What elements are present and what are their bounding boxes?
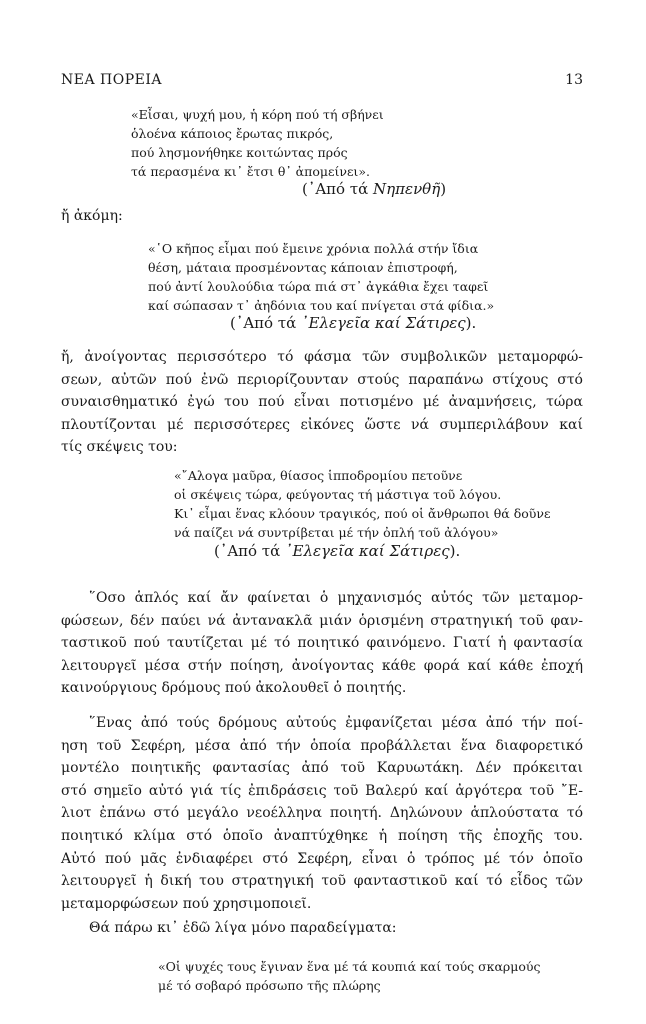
source-title: Νηπενθῆ bbox=[373, 180, 441, 198]
quote-3-source bbox=[214, 542, 460, 560]
source-suffix: ) bbox=[440, 180, 447, 198]
paragraph-line: στό σημεῖο αὐτό γιά τίς ἐπιδράσεις τοῦ Βαλερύ καί ἀργότερα τοῦ ῎Ε- bbox=[61, 782, 583, 799]
paragraph-line: μεταμορφώσεων πού χρησιμοποιεῖ. bbox=[61, 895, 312, 912]
paragraph-line: συναισθηματικό ἐγώ του πού εἶναι ποτισμένο μέ ἀναμνήσεις, τώρα bbox=[61, 394, 583, 411]
paragraph-line: σεων, αὐτῶν πού ἐνῶ περιορίζουνταν στούς παραπάνω στίχους στό bbox=[61, 371, 583, 388]
verse-quote-3 bbox=[174, 466, 550, 542]
paragraph-3 bbox=[61, 712, 583, 915]
verse-quote-1 bbox=[131, 105, 384, 181]
paragraph-line: καινούργιους δρόμους πού ἀκολουθεῖ ὁ ποιητής. bbox=[61, 680, 407, 697]
paragraph-line: μοντέλο ποιητικῆς φαντασίας ἀπό τοῦ Καρυωτάκη. Δέν πρόκειται bbox=[61, 760, 583, 777]
paragraph-line: πλουτίζονται μέ περισσότερες εἰκόνες ὥστε νά συμπεριλάβουν καί bbox=[61, 416, 583, 433]
source-suffix: ). bbox=[465, 314, 477, 332]
connector-text: ἤ ἀκόμη: bbox=[61, 208, 123, 224]
verse-line: θέση, μάταια προσμένοντας κάποιαν ἐπιστροφή, bbox=[148, 260, 458, 275]
quote-2-source bbox=[230, 314, 476, 332]
paragraph-line: λιοτ ἐπάνω στό μεγάλο νεοέλληνα ποιητή. Δηλώνουν ἁπλούστατα τό bbox=[61, 805, 583, 822]
paragraph-line: ῞Οσο ἁπλός καί ἄν φαίνεται ὁ μηχανισμός αὐτός τῶν μεταμορ- bbox=[89, 590, 583, 606]
verse-line: «Οἱ ψυχές τους ἔγιναν ἕνα μέ τά κουπιά καί τούς σκαρμούς bbox=[158, 959, 541, 974]
source-prefix: (᾽Από τά bbox=[214, 542, 286, 560]
source-prefix: (᾽Από τά bbox=[302, 180, 374, 198]
verse-line: πού λησμονήθηκε κοιτώντας πρός bbox=[131, 145, 348, 160]
paragraph-line: Θά πάρω κι᾽ ἐδῶ λίγα μόνο παραδείγματα: bbox=[89, 920, 397, 936]
verse-line: καί σώπασαν τ᾽ ἀηδόνια του καί πνίγεται στά φίδια.» bbox=[148, 298, 495, 313]
verse-line: «Εἶσαι, ψυχή μου, ἡ κόρη πού τή σβήνει bbox=[131, 107, 384, 122]
verse-line: νά παίζει νά συντρίβεται μέ τήν ὀπλή τοῦ ἀλόγου» bbox=[174, 525, 499, 540]
verse-line: Κι᾽ εἶμαι ἕνας κλόουν τραγικός, πού οἱ ἄνθρωποι θά δοῦνε bbox=[174, 506, 551, 521]
paragraph-line: ταστικοῦ πού ταυτίζεται μέ τό ποιητικό φαινόμενο. Γιατί ἡ φαντασία bbox=[61, 635, 583, 652]
verse-line: οἱ σκέψεις τώρα, φεύγοντας τή μάστιγα τοῦ λόγου. bbox=[174, 487, 502, 502]
paragraph-line: ποιητικό κλίμα στό ὁποῖο ἀναπτύχθηκε ἡ ποίηση τῆς ἐποχῆς του. bbox=[61, 827, 583, 844]
paragraph-line: τίς σκέψεις του: bbox=[61, 439, 178, 456]
verse-quote-2 bbox=[148, 239, 494, 315]
source-title: ᾽Ελεγεῖα καί Σάτιρες bbox=[285, 542, 450, 560]
source-prefix: (᾽Από τά bbox=[230, 314, 302, 332]
verse-line: μέ τό σοβαρό πρόσωπο τῆς πλώρης bbox=[158, 978, 381, 993]
verse-quote-4 bbox=[158, 957, 541, 995]
page-number: 13 bbox=[565, 72, 583, 88]
paragraph-line: Αὐτό πού μᾶς ἐνδιαφέρει στό Σεφέρη, εἶναι ὁ τρόπος μέ τόν ὁποῖο bbox=[61, 850, 583, 867]
verse-line: «῾Ο κῆπος εἶμαι πού ἔμεινε χρόνια πολλά στήν ἴδια bbox=[148, 241, 479, 256]
verse-line: ὁλοένα κάποιος ἔρωτας πικρός, bbox=[131, 126, 334, 141]
paragraph-line: ἤ, ἀνοίγοντας περισσότερο τό φάσμα τῶν συμβολικῶν μεταμορφώ- bbox=[61, 349, 583, 365]
paragraph-line: λειτουργεῖ ἡ δική του στρατηγική τοῦ φανταστικοῦ καί τό εἶδος τῶν bbox=[61, 873, 583, 890]
verse-line: «῎Αλογα μαῦρα, θίασος ἱπποδρομίου πετοῦνε bbox=[174, 468, 463, 483]
paragraph-4 bbox=[61, 917, 583, 940]
quote-1-source bbox=[302, 180, 446, 198]
verse-line: τά περασμένα κι᾽ ἔτσι θ᾽ ἀπομείνει». bbox=[131, 164, 370, 179]
paragraph-line: ῞Ενας ἀπό τούς δρόμους αὐτούς ἐμφανίζεται μέσα ἀπό τήν ποί- bbox=[89, 715, 583, 731]
source-title: ᾽Ελεγεῖα καί Σάτιρες bbox=[301, 314, 466, 332]
paragraph-1 bbox=[61, 346, 583, 459]
paragraph-line: φώσεων, δέν παύει νά ἀντανακλᾶ μιάν ὁρισμένη στρατηγική τοῦ φαν- bbox=[61, 612, 583, 629]
source-suffix: ). bbox=[449, 542, 461, 560]
verse-line: πού ἀντί λουλούδια τώρα πιά στ᾽ ἀγκάθια ἔχει ταφεῖ bbox=[148, 279, 489, 294]
paragraph-2 bbox=[61, 587, 583, 700]
paragraph-line: ηση τοῦ Σεφέρη, μέσα ἀπό τήν ὁποία προβάλλεται ἕνα διαφορετικό bbox=[61, 737, 583, 754]
paragraph-line: λειτουργεῖ μέσα στήν ποίηση, ἀνοίγοντας κάθε φορά καί κάθε ἐποχή bbox=[61, 657, 583, 674]
running-head-title: ΝΕΑ ΠΟΡΕΙΑ bbox=[61, 72, 162, 88]
